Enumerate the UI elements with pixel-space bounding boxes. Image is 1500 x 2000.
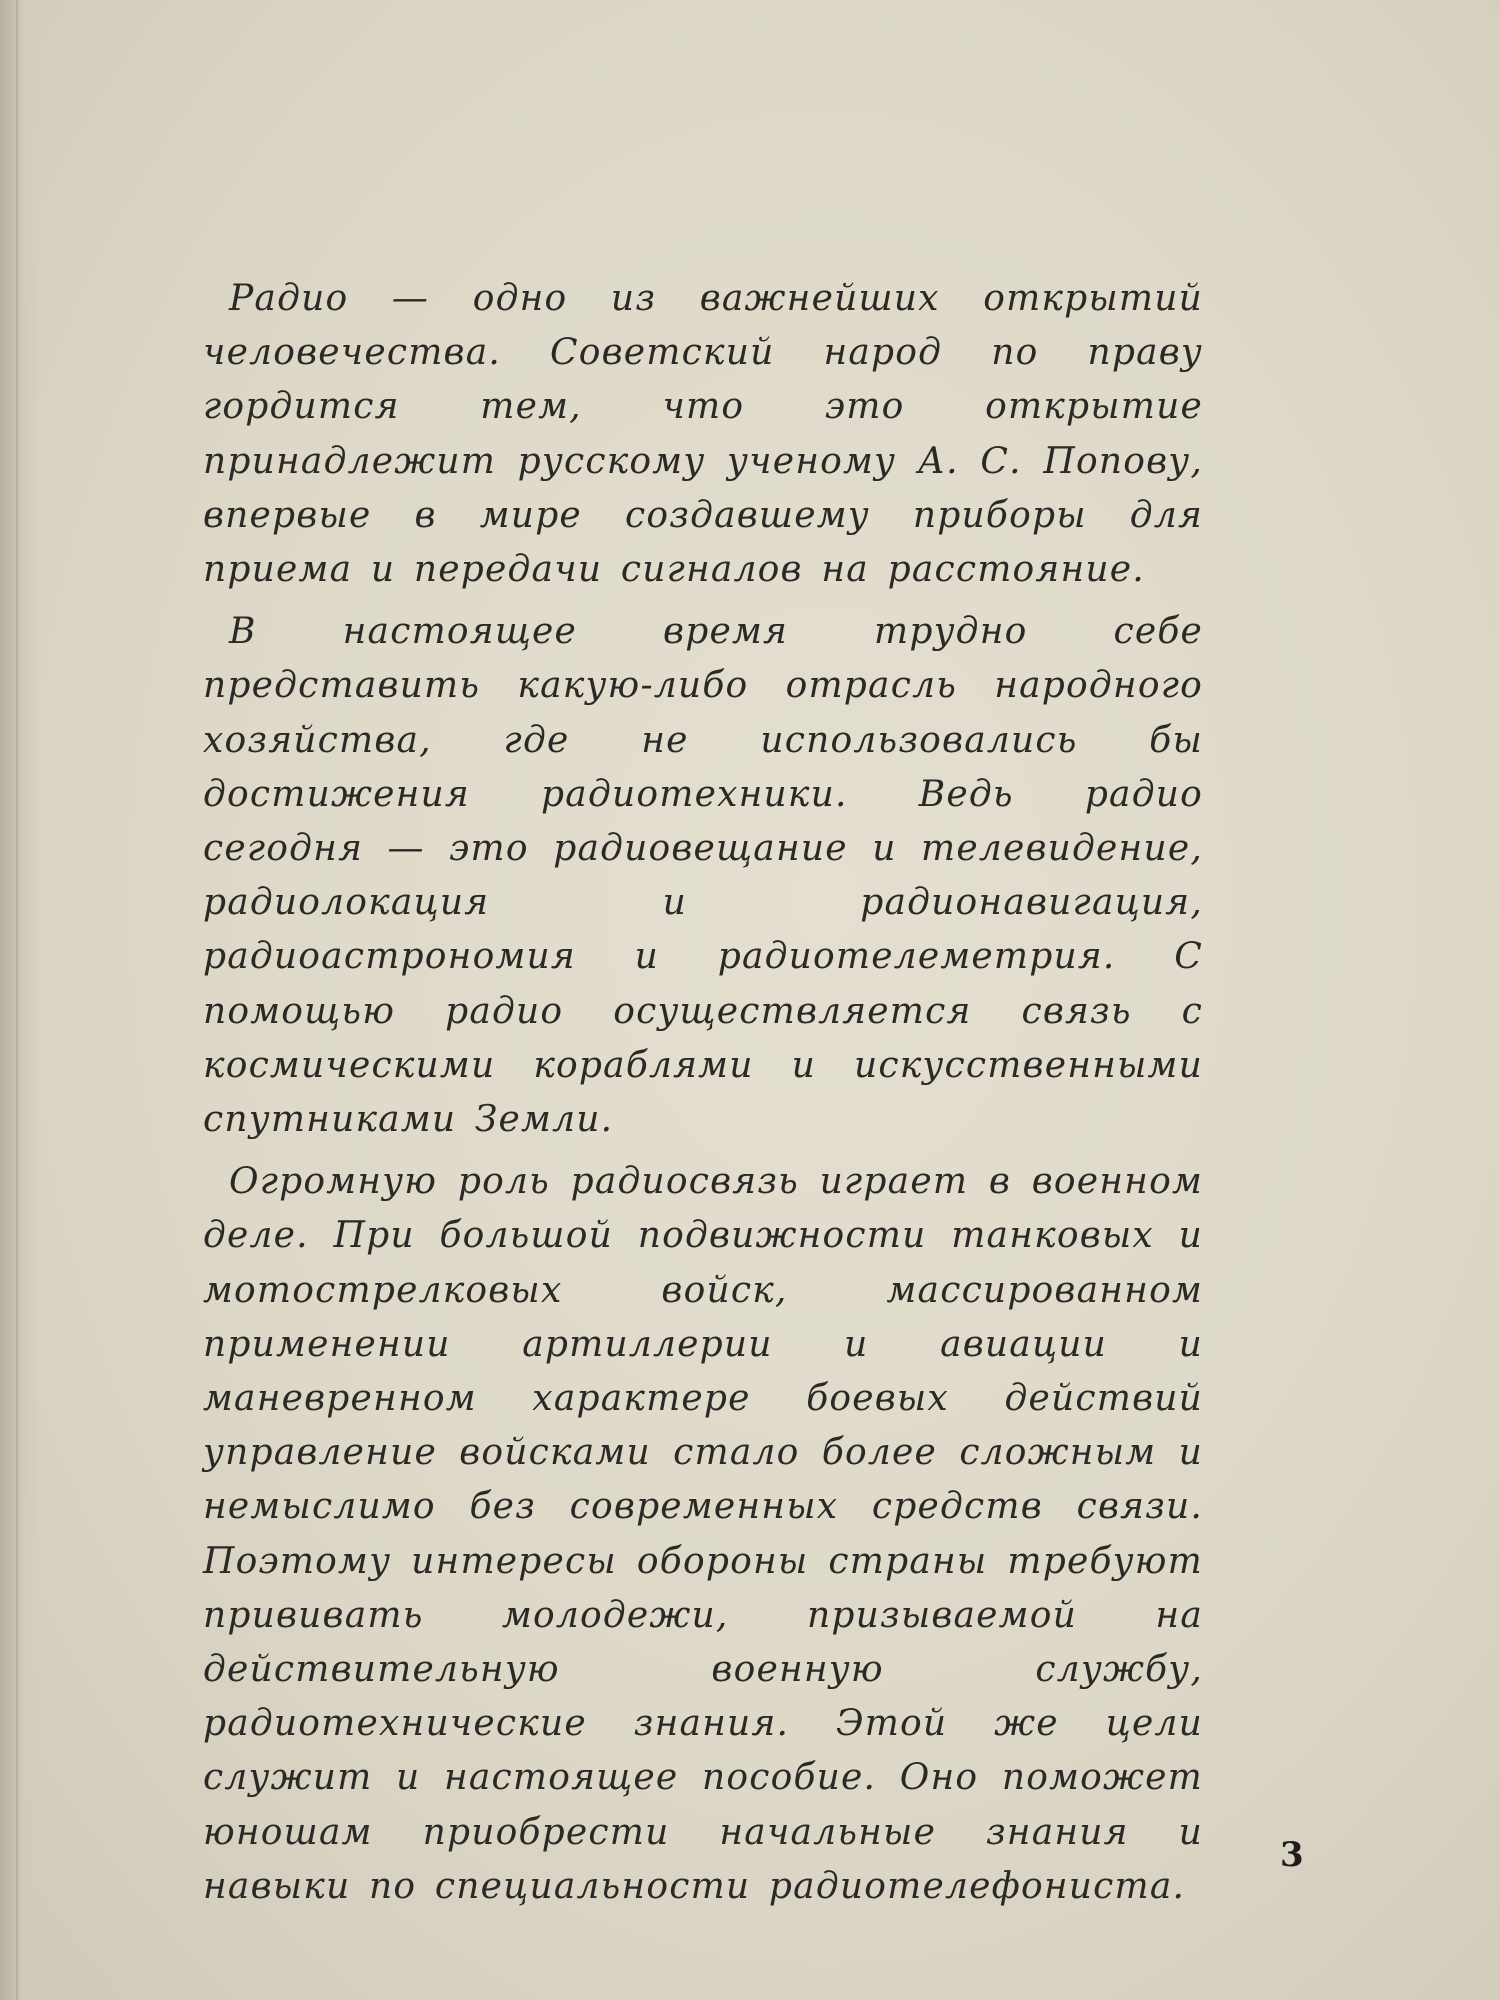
- body-text: [203, 272, 1203, 1922]
- paragraph-3: Огромную роль радиосвязь играет в военном деле. При большой подвижности танковых и мотострелковых войск, массированном применении артиллерии и авиации и маневренном характере боевых действий управление войсками стало более сложным и немыслимо без современных средств связи. Поэтому интересы обороны страны требуют прививать молодежи, призываемой на действительную военную службу, радиотехнические знания. Этой же цели служит и настоящее пособие. Оно поможет юношам приобрести начальные знания и навыки по специальности радиотелефониста.: [203, 1161, 1203, 1907]
- page-gutter-edge: [16, 0, 18, 2000]
- page-number: 3: [1280, 1835, 1304, 1875]
- paragraph-2: В настоящее время трудно себе представить какую-либо отрасль народного хозяйства, где не использовались бы достижения радиотехники. Ведь радио сегодня — это радиовещание и телевидение, радиолокация и радионавигация, радиоастрономия и радиотелеметрия. С помощью радио осуществляется связь с космическими кораблями и искусственными спутниками Земли.: [203, 611, 1203, 1141]
- page-gutter-shadow: [0, 0, 40, 2000]
- paragraph-1: Радио — одно из важнейших открытий человечества. Советский народ по праву гордится тем, что это открытие принадлежит русскому ученому А. С. Попову, впервые в мире создавшему приборы для приема и передачи сигналов на расстояние.: [203, 278, 1203, 591]
